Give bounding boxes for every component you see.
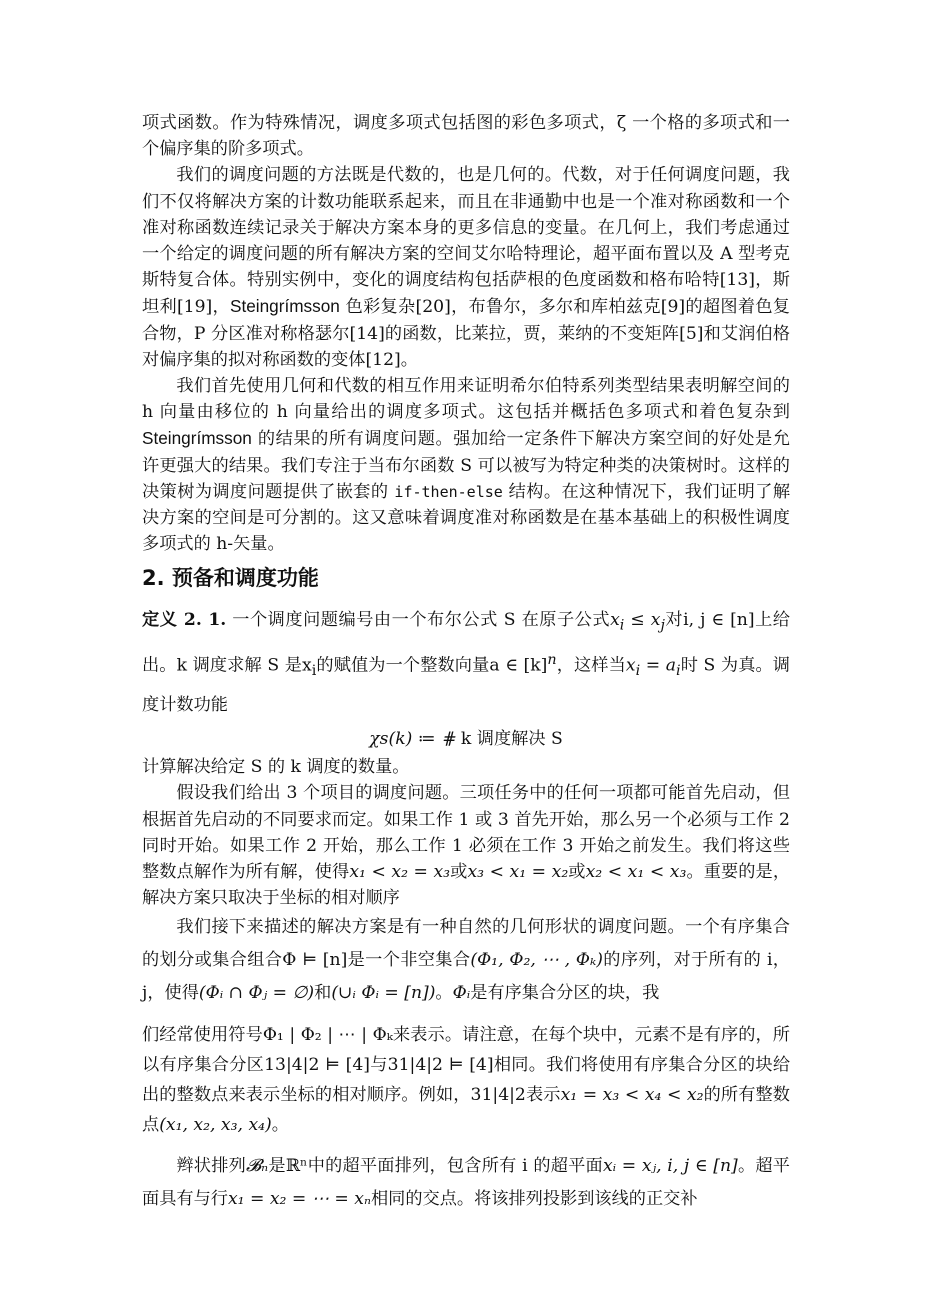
math-run: (Φᵢ ∩ Φⱼ = ∅) (198, 983, 315, 1004)
math-run: x (610, 610, 620, 631)
math-run: x₃ < x₁ = x₂ (467, 862, 569, 883)
math-run: χs(k) ≔ ⋕ (369, 729, 461, 750)
text-run: 与 (369, 1055, 388, 1076)
text-run: 相同。我们将使用有序集合分区的块给出的整数点来表示坐标的相对顺序。例如， (142, 1055, 791, 1106)
text-run: 假设我们给出 3 个项目的调度问题。三项任务中的任何一项都可能首先启动，但根据首先启动的不同要求而定。如果工作 1 或 3 首先开始，那么另一个必须与工作 2 同时开始。如果工作 2 开始，那么工作 1 必须在工作 3 开始之前发生。我们将这些整数点解作为所有解，使得 (142, 783, 790, 883)
math-run: ≤ x (624, 610, 661, 631)
display-equation (142, 726, 790, 752)
text-run: 。超平面具有与行 (142, 1156, 790, 1210)
math-run: (Φ₁, Φ₂, ⋯ , Φₖ) (470, 950, 603, 971)
text-run: 是有序集合分区的块，我 (470, 983, 660, 1004)
paragraph (142, 1150, 790, 1216)
paragraph (142, 1020, 790, 1140)
paragraph (142, 780, 790, 911)
math-run: Φ ⊨ [n] (282, 950, 348, 971)
text-run: 表示 (525, 1085, 561, 1106)
math-run: n (547, 651, 557, 668)
math-run: i (635, 663, 641, 680)
math-run: 13|4|2 ⊨ [4] (264, 1055, 370, 1076)
text-run: 来表示。请注意，在每个块中，元素不是有序的，所以有序集合分区 (142, 1025, 790, 1076)
text-run: 们经常使用符号 (142, 1025, 263, 1046)
text-run: 或 (450, 862, 468, 883)
text-run: 结构。在这种情况下，我们证明了解决方案的空间是可分割的。这又意味着调度准对称函数是在基本基础上的积极性调度多项式的 h-矢量。 (142, 481, 791, 555)
text-run: 是 (268, 1156, 286, 1177)
text-run: 中的超平面排列，包含所有 i 的超平面 (307, 1156, 603, 1177)
math-run: xᵢ = xⱼ, i, j ∈ [n] (602, 1156, 738, 1177)
section-number: 2. (142, 566, 165, 591)
math-run: 31|4|2 (470, 1085, 526, 1106)
math-run: (x₁, x₂, x₃, x₄) (159, 1115, 272, 1136)
code-run: if-then-else (394, 482, 503, 501)
text-run: 时 S 为真。调度计数功能 (142, 655, 790, 716)
math-run: a ∈ [k] (489, 655, 548, 676)
text-run: 我们的调度问题的方法既是代数的，也是几何的。代数，对于任何调度问题，我们不仅将解决方案的计数功能联系起来，而且在非通勤中也是一个准对称函数和一个准对称函数连续记录关于解决方案本身的更多信息的变量。在几何上，我们考虑通过一个给定的调度问题的所有解决方案的空间艾尔哈特理论，超平面布置以及 A 型考克斯特复合体。特别实例中，变化的调度结构包括萨根的色度函数和格布哈特[13]，斯坦利[19]， (142, 165, 790, 318)
math-run: i, j ∈ [n] (683, 610, 755, 631)
text-run: Steingrímsson (142, 428, 252, 449)
text-run: 是一个非空集合 (347, 950, 471, 971)
text-run: 和 (314, 983, 332, 1004)
text-run: 。重要的是，解决方案只取决于坐标的相对顺序 (142, 862, 791, 909)
text-run: 对 (664, 610, 684, 631)
definition (142, 603, 790, 722)
text-run: 项式函数。作为特殊情况，调度多项式包括图的彩色多项式，ζ 一个格的多项式和一个偏序集的阶多项式。 (142, 113, 790, 160)
math-run: = a (640, 655, 676, 676)
math-run: 𝓑ₙ (246, 1156, 269, 1177)
math-run: x (625, 655, 636, 676)
text-run: Steingrímsson (230, 296, 340, 317)
text-run: 的赋值为一个整数向量 (316, 655, 490, 676)
paragraph (142, 373, 790, 557)
math-run: 31|4|2 ⊨ [4] (387, 1055, 494, 1076)
math-run: x (302, 655, 312, 676)
math-run: i (675, 663, 681, 680)
text-run: 的结果的所有调度问题。强加给一定条件下解决方案空间的好处是允许更强大的结果。我们专注于当布尔函数 S 可以被写为特定种类的决策树时。这样的决策树为调度问题提供了嵌套的 (142, 429, 790, 502)
text-run: 的序列，对于所有的 i，j，使得 (142, 950, 790, 1004)
text-run: 一个调度问题编号由一个布尔公式 S 在原子公式 (226, 610, 611, 631)
math-run: i (311, 663, 317, 680)
math-run: Φᵢ (452, 983, 471, 1004)
text-run: 辫状排列 (176, 1156, 246, 1177)
math-run: x₁ < x₂ = x₃ (349, 862, 451, 883)
definition-label: 定义 2. 1. (142, 610, 227, 631)
paragraph (142, 110, 790, 162)
paragraph (142, 754, 790, 780)
math-run: x₂ < x₁ < x₃ (585, 862, 687, 883)
text-run: 我们接下来描述的解决方案是有一种自然的几何形状的调度问题。一个有序集合的划分或集合组合 (142, 917, 790, 971)
math-run: i (619, 617, 625, 634)
text-run: 计算解决给定 S 的 k 调度的数量。 (142, 757, 410, 778)
math-run: x₁ = x₃ < x₄ < x₂ (560, 1085, 704, 1106)
math-run: x₁ = x₂ = ⋯ = xₙ (227, 1189, 371, 1210)
math-run: ℝⁿ (285, 1156, 308, 1177)
text-run: 色彩复杂[20]，布鲁尔，多尔和库柏兹克[9]的超图着色复合物，P 分区准对称格瑟尔[14]的函数，比莱拉，贾，莱纳的不变矩阵[5]和艾润伯格对偏序集的拟对称函数的变体[12]。 (142, 297, 790, 370)
text-run: 相同的交点。将该排列投影到该线的正交补 (370, 1189, 698, 1210)
text-run: 。 (435, 983, 453, 1004)
section-heading (142, 563, 790, 593)
paragraph (142, 911, 790, 1010)
document-body (142, 110, 790, 1216)
math-run: Φ₁ | Φ₂ | ⋯ | Φₖ (262, 1025, 393, 1046)
text-run: 的所有整数点 (142, 1085, 790, 1136)
text-run: 上给出。k 调度求解 S 是 (142, 610, 790, 676)
text-run: 或 (568, 862, 586, 883)
math-run: j (660, 617, 665, 634)
text-run: ，这样当 (556, 655, 626, 676)
math-run: (∪ᵢ Φᵢ = [n]) (331, 983, 436, 1004)
paragraph (142, 162, 790, 373)
text-run: k 调度解决 S (460, 729, 563, 750)
text-run: 我们首先使用几何和代数的相互作用来证明希尔伯特系列类型结果表明解空间的 h 向量由移位的 h 向量给出的调度多项式。这包括并概括色多项式和着色复杂到 (142, 376, 790, 423)
text-run: 。 (271, 1115, 289, 1136)
section-title: 预备和调度功能 (171, 566, 319, 591)
